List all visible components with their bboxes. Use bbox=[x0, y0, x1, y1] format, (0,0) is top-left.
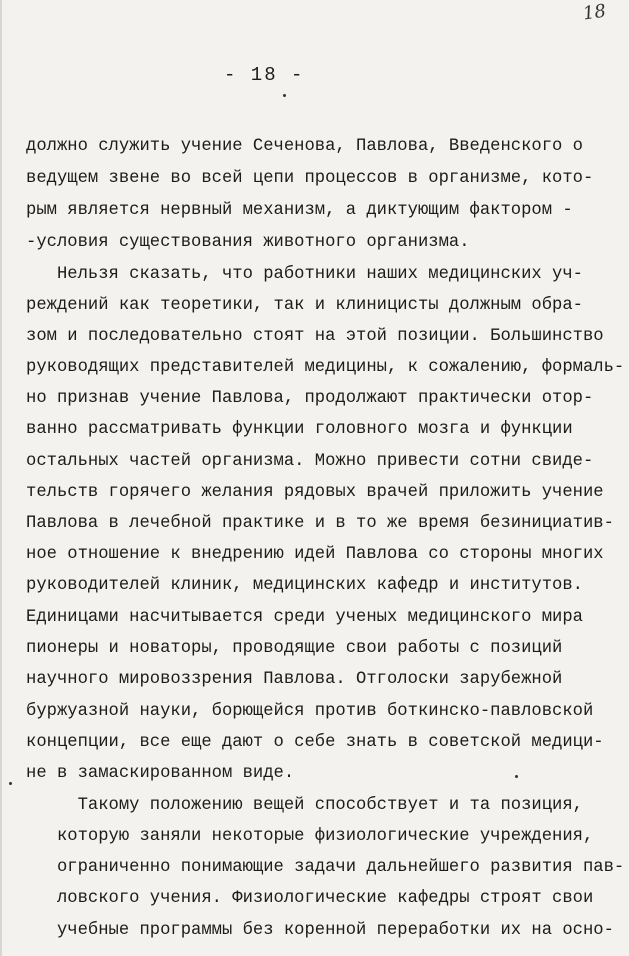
text-line: руководящих представителей медицины, к сожалению, формаль- bbox=[26, 358, 625, 377]
text-line: -условия существования животного организма. bbox=[26, 233, 470, 252]
text-line: учебные программы без коренной переработки их на осно- bbox=[26, 921, 614, 940]
text-line: руководителей клиник, медицинских кафедр и институтов. bbox=[26, 576, 583, 595]
text-line: ловского учения. Физиологические кафедры строят свои bbox=[26, 889, 594, 908]
text-line: реждений как теоретики, так и клиницисты должным обра- bbox=[26, 296, 583, 315]
text-line: Такому положению вещей способствует и та позиция, bbox=[26, 796, 583, 815]
text-line: Нельзя сказать, что работники наших медицинских уч- bbox=[26, 265, 583, 284]
text-line: научного мировоззрения Павлова. Отголоски зарубежной bbox=[26, 670, 563, 689]
text-line: остальных частей организма. Можно привести сотни свиде- bbox=[26, 452, 594, 471]
text-line: буржуазной науки, борющейся против боткинско-павловской bbox=[26, 702, 594, 721]
text-line: концепции, все еще дают о себе знать в советской медици- bbox=[26, 733, 604, 752]
text-line: не в замаскированном виде. bbox=[26, 764, 295, 783]
text-line: ведущем звене во всей цепи процессов в организме, кото- bbox=[26, 169, 594, 188]
text-line: пионеры и новаторы, проводящие свои работы с позиций bbox=[26, 639, 563, 658]
page-number: - 18 - bbox=[224, 64, 305, 86]
text-line: но признав учение Павлова, продолжают практически отор- bbox=[26, 389, 594, 408]
text-line: должно служить учение Сеченова, Павлова, Введенского о bbox=[26, 137, 583, 156]
text-line: которую заняли некоторые физиологические учреждения, bbox=[26, 827, 594, 846]
handwritten-page-number: 18 bbox=[581, 0, 608, 25]
text-line: зом и последовательно стоят на этой позиции. Большинство bbox=[26, 327, 604, 346]
ink-speck bbox=[9, 782, 12, 785]
text-line: Павлова в лечебной практике и в то же время безинициатив- bbox=[26, 514, 614, 533]
text-line: тельств горячего желания рядовых врачей приложить учение bbox=[26, 483, 604, 502]
text-line: ное отношение к внедрению идей Павлова со стороны многих bbox=[26, 545, 604, 564]
text-line: ванно рассматривать функции головного мозга и функции bbox=[26, 420, 573, 439]
ink-speck bbox=[283, 94, 286, 97]
text-line: рым является нервный механизм, а диктующим фактором - bbox=[26, 201, 573, 220]
text-line: Единицами насчитывается среди ученых медицинского мира bbox=[26, 608, 583, 627]
ink-speck bbox=[515, 775, 518, 778]
text-line: ограниченно понимающие задачи дальнейшего развития пав- bbox=[26, 858, 625, 877]
